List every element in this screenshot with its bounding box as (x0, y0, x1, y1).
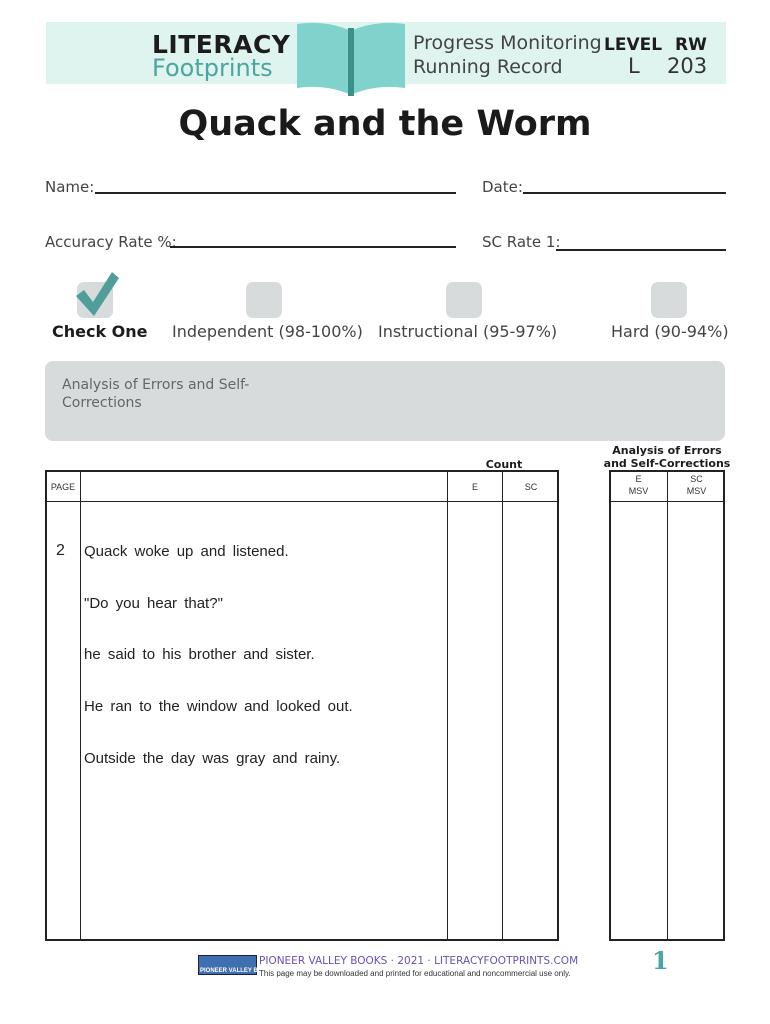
analysis-header-line2: and Self-Corrections (603, 457, 731, 470)
col-header-page: PAGE (50, 482, 76, 492)
hard-label: Hard (90-94%) (611, 322, 729, 341)
level-value: L (628, 54, 640, 78)
page-number-cell: 2 (56, 542, 65, 559)
page-title: Quack and the Worm (178, 104, 592, 144)
publisher-logo-text: PIONEER VALLEY BOOKS (200, 968, 276, 974)
analysis-header-line1: Analysis of Errors (612, 444, 722, 457)
count-header: Count (485, 458, 523, 471)
running-record-label: Running Record (413, 56, 563, 78)
e-column-divider (502, 470, 503, 941)
text-column-divider (447, 470, 448, 941)
level-label: LEVEL (604, 35, 663, 55)
footer-publisher-line: PIONEER VALLEY BOOKS · 2021 · LITERACYFOOTPRINTS.COM (259, 955, 579, 967)
table-header-divider (45, 501, 559, 502)
page-number: 1 (652, 946, 669, 975)
text-line: Outside the day was gray and rainy. (84, 750, 341, 767)
brand-subname: Footprints (152, 54, 273, 82)
progress-monitoring-label: Progress Monitoring (413, 32, 602, 54)
col-header-e-msv (610, 473, 667, 497)
text-line: Quack woke up and listened. (84, 543, 289, 560)
text-line: "Do you hear that?" (84, 595, 223, 612)
footer-usage-note: This page may be downloaded and printed for educational and noncommercial use only. (259, 969, 571, 978)
sc-rate-label: SC Rate 1: (482, 233, 561, 251)
check-one-label: Check One (52, 322, 148, 341)
brand-name: LITERACY (152, 30, 291, 59)
col-header-sc: SC (524, 482, 538, 492)
accuracy-rate-field[interactable] (170, 246, 456, 248)
text-line: he said to his brother and sister. (84, 646, 315, 663)
col-header-e-msv-bottom: MSV (628, 486, 649, 496)
date-field[interactable] (523, 192, 726, 194)
analysis-panel-text: Analysis of Errors and Self-Corrections (62, 377, 250, 411)
col-header-e-msv-top: E (635, 474, 642, 484)
rw-value: 203 (667, 54, 708, 78)
instructional-label: Instructional (95-97%) (378, 322, 558, 341)
rw-label: RW (675, 35, 707, 55)
name-label: Name: (45, 178, 95, 196)
independent-checkbox[interactable] (246, 282, 282, 318)
text-line: He ran to the window and looked out. (84, 698, 353, 715)
col-header-sc-msv-top: SC (690, 474, 703, 484)
sc-rate-field[interactable] (556, 249, 726, 251)
hard-checkbox[interactable] (651, 282, 687, 318)
accuracy-rate-label: Accuracy Rate %: (45, 233, 177, 251)
page-column-divider (80, 470, 81, 941)
independent-label: Independent (98-100%) (172, 322, 363, 341)
publisher-logo (198, 955, 276, 975)
instructional-checkbox[interactable] (446, 282, 482, 318)
date-label: Date: (482, 178, 523, 196)
open-book-icon (295, 22, 407, 96)
msv-column-divider (667, 470, 668, 941)
name-field[interactable] (95, 192, 456, 194)
col-header-e: E (471, 482, 478, 492)
col-header-sc-msv-bottom: MSV (686, 486, 707, 496)
col-header-sc-msv (668, 473, 725, 497)
checkmark-icon (72, 270, 122, 318)
